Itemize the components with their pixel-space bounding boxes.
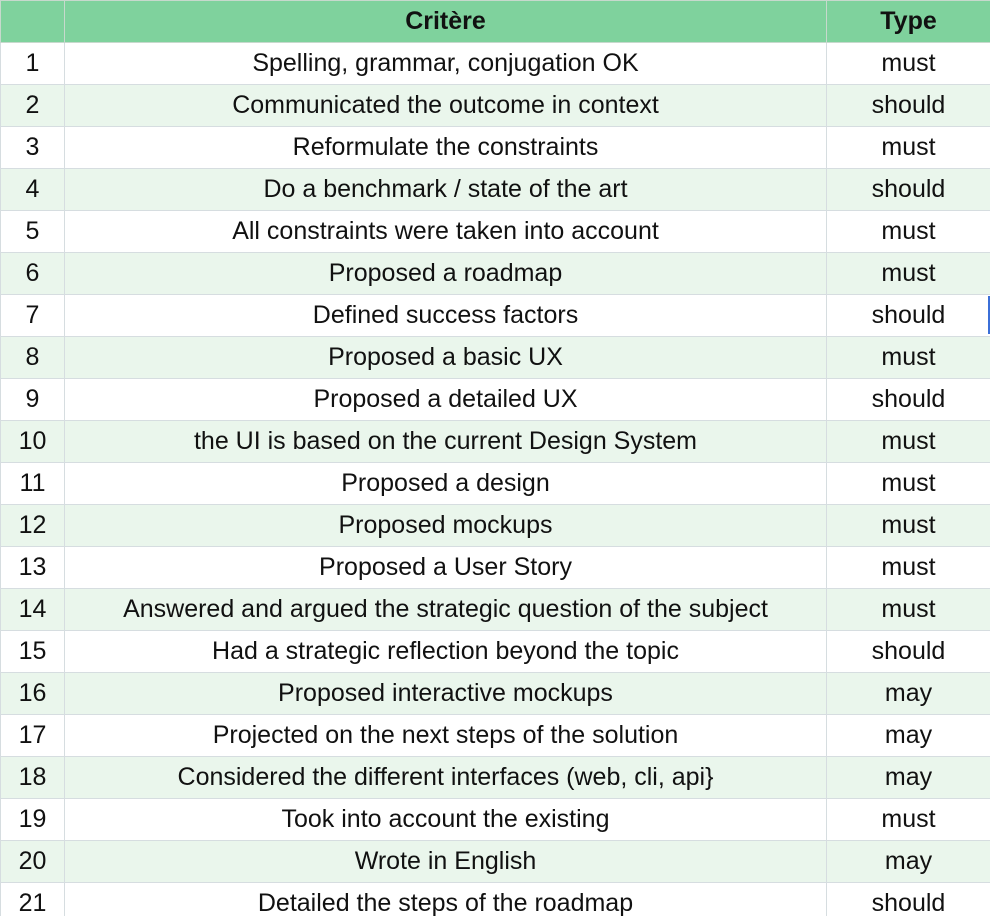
header-row: [1, 1, 990, 43]
criterion-cell[interactable]: All constraints were taken into account: [65, 211, 827, 253]
criterion-cell[interactable]: the UI is based on the current Design System: [65, 421, 827, 463]
type-cell[interactable]: may: [827, 715, 990, 757]
header-type-cell[interactable]: Type: [827, 1, 990, 43]
criterion-cell[interactable]: Wrote in English: [65, 841, 827, 883]
table-row: [1, 295, 990, 337]
type-cell[interactable]: must: [827, 421, 990, 463]
table-row: [1, 379, 990, 421]
row-number-cell[interactable]: 19: [1, 799, 65, 841]
table-row: [1, 799, 990, 841]
row-number-cell[interactable]: 7: [1, 295, 65, 337]
type-cell[interactable]: must: [827, 799, 990, 841]
criterion-cell[interactable]: Defined success factors: [65, 295, 827, 337]
criterion-cell[interactable]: Detailed the steps of the roadmap: [65, 883, 827, 916]
type-cell[interactable]: must: [827, 463, 990, 505]
row-number-cell[interactable]: 10: [1, 421, 65, 463]
type-cell[interactable]: must: [827, 127, 990, 169]
table-row: [1, 673, 990, 715]
row-number-cell[interactable]: 18: [1, 757, 65, 799]
table-row: [1, 337, 990, 379]
table-row: [1, 421, 990, 463]
type-cell[interactable]: may: [827, 841, 990, 883]
table-row: [1, 589, 990, 631]
criterion-cell[interactable]: Answered and argued the strategic question of the subject: [65, 589, 827, 631]
type-cell[interactable]: should: [827, 85, 990, 127]
type-cell[interactable]: should: [827, 295, 990, 337]
header-criterion-cell[interactable]: Critère: [65, 1, 827, 43]
table-row: [1, 715, 990, 757]
row-number-cell[interactable]: 13: [1, 547, 65, 589]
table-row: [1, 505, 990, 547]
row-number-cell[interactable]: 3: [1, 127, 65, 169]
type-cell[interactable]: must: [827, 253, 990, 295]
table-row: [1, 883, 990, 916]
type-cell[interactable]: should: [827, 631, 990, 673]
type-cell[interactable]: should: [827, 379, 990, 421]
criterion-cell[interactable]: Proposed a design: [65, 463, 827, 505]
row-number-cell[interactable]: 5: [1, 211, 65, 253]
criterion-cell[interactable]: Projected on the next steps of the solution: [65, 715, 827, 757]
table-row: [1, 841, 990, 883]
criterion-cell[interactable]: Communicated the outcome in context: [65, 85, 827, 127]
criterion-cell[interactable]: Had a strategic reflection beyond the topic: [65, 631, 827, 673]
type-cell[interactable]: must: [827, 547, 990, 589]
table-row: [1, 463, 990, 505]
row-number-cell[interactable]: 9: [1, 379, 65, 421]
criterion-cell[interactable]: Proposed a roadmap: [65, 253, 827, 295]
criterion-cell[interactable]: Proposed mockups: [65, 505, 827, 547]
type-cell[interactable]: may: [827, 757, 990, 799]
row-number-cell[interactable]: 12: [1, 505, 65, 547]
criterion-cell[interactable]: Proposed a User Story: [65, 547, 827, 589]
table-row: [1, 127, 990, 169]
table-row: [1, 631, 990, 673]
table-row: [1, 211, 990, 253]
row-number-cell[interactable]: 16: [1, 673, 65, 715]
type-cell[interactable]: must: [827, 505, 990, 547]
table-row: [1, 547, 990, 589]
criterion-cell[interactable]: Reformulate the constraints: [65, 127, 827, 169]
row-number-cell[interactable]: 1: [1, 43, 65, 85]
table-row: [1, 43, 990, 85]
header-number-cell[interactable]: [1, 1, 65, 43]
criterion-cell[interactable]: Do a benchmark / state of the art: [65, 169, 827, 211]
table-row: [1, 85, 990, 127]
type-cell[interactable]: should: [827, 169, 990, 211]
row-number-cell[interactable]: 14: [1, 589, 65, 631]
type-cell[interactable]: should: [827, 883, 990, 916]
row-number-cell[interactable]: 8: [1, 337, 65, 379]
row-number-cell[interactable]: 21: [1, 883, 65, 916]
table-row: [1, 253, 990, 295]
table-row: [1, 169, 990, 211]
row-number-cell[interactable]: 4: [1, 169, 65, 211]
row-number-cell[interactable]: 20: [1, 841, 65, 883]
type-cell[interactable]: must: [827, 43, 990, 85]
criterion-cell[interactable]: Proposed interactive mockups: [65, 673, 827, 715]
row-number-cell[interactable]: 11: [1, 463, 65, 505]
criterion-cell[interactable]: Proposed a basic UX: [65, 337, 827, 379]
criterion-cell[interactable]: Considered the different interfaces (web, cli, api}: [65, 757, 827, 799]
row-number-cell[interactable]: 17: [1, 715, 65, 757]
table-body: [1, 43, 990, 916]
criterion-cell[interactable]: Proposed a detailed UX: [65, 379, 827, 421]
type-cell[interactable]: must: [827, 589, 990, 631]
table-row: [1, 757, 990, 799]
row-number-cell[interactable]: 2: [1, 85, 65, 127]
type-cell[interactable]: must: [827, 337, 990, 379]
criterion-cell[interactable]: Spelling, grammar, conjugation OK: [65, 43, 827, 85]
row-number-cell[interactable]: 6: [1, 253, 65, 295]
type-cell[interactable]: must: [827, 211, 990, 253]
row-number-cell[interactable]: 15: [1, 631, 65, 673]
type-cell[interactable]: may: [827, 673, 990, 715]
criterion-cell[interactable]: Took into account the existing: [65, 799, 827, 841]
